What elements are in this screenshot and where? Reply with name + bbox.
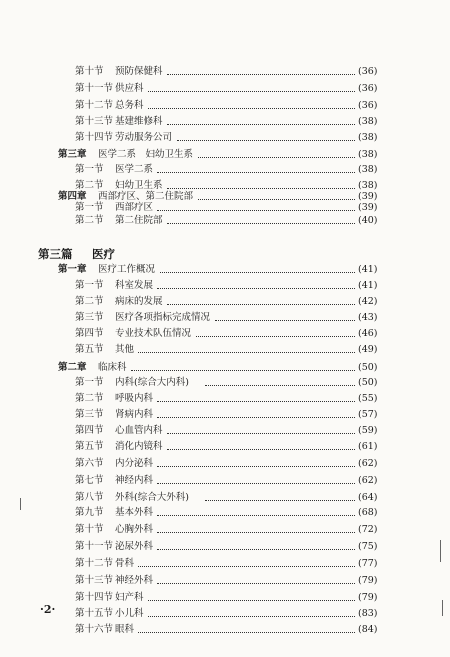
toc-leader-dots <box>138 352 355 353</box>
toc-entry-title: 眼科 <box>115 624 135 635</box>
toc-entry-page: (36) <box>358 66 378 77</box>
toc-entry-title: 泌尿外科 <box>115 541 154 552</box>
toc-entry <box>0 521 450 539</box>
toc-entry-title: 妇幼卫生系 <box>115 180 163 191</box>
toc-leader-dots <box>148 616 355 617</box>
toc-leader-dots <box>157 532 355 533</box>
toc-leader-dots <box>157 515 355 516</box>
toc-entry-label: 第一节 <box>75 377 104 388</box>
toc-entry-label: 第十三节 <box>75 116 114 127</box>
toc-entry-page: (62) <box>358 475 378 486</box>
toc-entry-label: 第十二节 <box>75 558 114 569</box>
toc-entry-page: (39) <box>358 191 378 202</box>
toc-entry-page: (68) <box>358 507 378 518</box>
toc-leader-dots <box>157 172 355 173</box>
toc-entry-title: 病床的发展 <box>115 296 163 307</box>
toc-leader-dots <box>205 500 355 501</box>
toc-leader-dots <box>205 385 355 386</box>
toc-entry-title: 西部疗区 <box>115 202 154 213</box>
toc-entry-label: 第六节 <box>75 458 104 469</box>
toc-entry <box>0 212 450 230</box>
toc-leader-dots <box>160 272 355 273</box>
toc-entry-label: 第四节 <box>75 425 104 436</box>
toc-entry-title: 专业技术队伍情况 <box>115 328 192 339</box>
toc-entry-page: (57) <box>358 409 378 420</box>
toc-entry-label: 第二节 <box>75 180 104 191</box>
toc-entry-page: (49) <box>358 344 378 355</box>
toc-entry-title: 神经内科 <box>115 475 154 486</box>
toc-entry-title: 内分泌科 <box>115 458 154 469</box>
toc-entry-label: 第十四节 <box>75 592 114 603</box>
toc-entry-page: (72) <box>358 524 378 535</box>
toc-entry-page: (61) <box>358 441 378 452</box>
toc-entry-page: (84) <box>358 624 378 635</box>
toc-entry-label: 第一节 <box>75 202 104 213</box>
toc-entry-label: 第四节 <box>75 328 104 339</box>
toc-leader-dots <box>167 124 355 125</box>
toc-entry-label: 第十三节 <box>75 575 114 586</box>
toc-entry-title: 内科(综合大内科) <box>115 377 189 388</box>
toc-entry <box>0 129 450 147</box>
toc-leader-dots <box>138 566 355 567</box>
toc-entry-page: (59) <box>358 425 378 436</box>
toc-entry-title: 呼吸内科 <box>115 393 154 404</box>
toc-entry-title: 总务科 <box>115 100 144 111</box>
toc-leader-dots <box>157 466 355 467</box>
toc-entry-title: 供应科 <box>115 83 144 94</box>
scan-mark <box>442 600 443 616</box>
toc-entry-label: 第二节 <box>75 296 104 307</box>
toc-entry <box>0 455 450 473</box>
toc-entry-page: (46) <box>358 328 378 339</box>
toc-entry <box>0 621 450 639</box>
page-number: ·2· <box>40 603 56 616</box>
toc-entry-title: 第二住院部 <box>115 215 163 226</box>
toc-leader-dots <box>148 91 355 92</box>
toc-entry-title: 科室发展 <box>115 280 154 291</box>
toc-entry-page: (75) <box>358 541 378 552</box>
toc-entry-page: (38) <box>358 149 378 160</box>
toc-leader-dots <box>167 304 355 305</box>
toc-entry-label: 第十六节 <box>75 624 114 635</box>
toc-entry-title: 小儿科 <box>115 608 144 619</box>
toc-leader-dots <box>138 632 355 633</box>
scan-mark <box>20 498 21 510</box>
toc-entry-title: 消化内镜科 <box>115 441 163 452</box>
toc-entry-title: 临床科 <box>98 362 127 373</box>
toc-entry-label: 第八节 <box>75 492 104 503</box>
toc-entry-label: 第二节 <box>75 393 104 404</box>
toc-entry-page: (50) <box>358 377 378 388</box>
toc-entry-label: 第十五节 <box>75 608 114 619</box>
toc-entry-title: 医疗 <box>92 247 115 261</box>
toc-entry-label: 第十一节 <box>75 83 114 94</box>
toc-leader-dots <box>167 433 355 434</box>
toc-leader-dots <box>167 74 355 75</box>
toc-entry-label: 第十二节 <box>75 100 114 111</box>
toc-leader-dots <box>198 157 355 158</box>
toc-entry-title: 肾病内科 <box>115 409 154 420</box>
toc-entry-label: 第三章 <box>58 149 87 160</box>
toc-entry-title: 医学二系 妇幼卫生系 <box>98 149 194 160</box>
toc-entry-title: 基建维修科 <box>115 116 163 127</box>
toc-entry-page: (40) <box>358 215 378 226</box>
toc-entry-title: 其他 <box>115 344 135 355</box>
toc-leader-dots <box>157 401 355 402</box>
toc-entry-page: (41) <box>358 280 378 291</box>
toc-entry <box>0 472 450 490</box>
toc-entry-label: 第四章 <box>58 191 87 202</box>
toc-entry-label: 第三篇 <box>38 247 73 261</box>
toc-entry-label: 第二节 <box>75 215 104 226</box>
toc-entry-page: (43) <box>358 312 378 323</box>
toc-entry-title: 骨科 <box>115 558 135 569</box>
toc-leader-dots <box>157 483 355 484</box>
toc-entry-label: 第五节 <box>75 344 104 355</box>
toc-entry-title: 医疗各项指标完成情况 <box>115 312 211 323</box>
toc-entry <box>0 63 450 81</box>
toc-entry-page: (38) <box>358 180 378 191</box>
toc-entry-page: (64) <box>358 492 378 503</box>
toc-entry-label: 第二章 <box>58 362 87 373</box>
toc-entry-label: 第十节 <box>75 66 104 77</box>
toc-entry-page: (36) <box>358 83 378 94</box>
toc-leader-dots <box>131 370 355 371</box>
toc-entry-page: (83) <box>358 608 378 619</box>
toc-entry <box>0 555 450 573</box>
toc-leader-dots <box>177 140 355 141</box>
toc-entry-label: 第七节 <box>75 475 104 486</box>
toc-leader-dots <box>157 210 355 211</box>
toc-entry-page: (55) <box>358 393 378 404</box>
toc-entry-page: (39) <box>358 202 378 213</box>
toc-entry-title: 基本外科 <box>115 507 154 518</box>
toc-entry-page: (38) <box>358 132 378 143</box>
toc-entry-title: 医疗工作概况 <box>98 264 156 275</box>
toc-entry-page: (62) <box>358 458 378 469</box>
toc-entry-label: 第九节 <box>75 507 104 518</box>
toc-leader-dots <box>196 336 355 337</box>
toc-entry-label: 第五节 <box>75 441 104 452</box>
toc-leader-dots <box>148 600 355 601</box>
toc-entry-title: 预防保健科 <box>115 66 163 77</box>
toc-entry-page: (41) <box>358 264 378 275</box>
toc-entry-title: 西部疗区、第二住院部 <box>98 191 194 202</box>
toc-entry-page: (36) <box>358 100 378 111</box>
toc-leader-dots <box>157 549 355 550</box>
toc-entry-page: (79) <box>358 592 378 603</box>
toc-entry-label: 第十一节 <box>75 541 114 552</box>
toc-entry-label: 第一节 <box>75 164 104 175</box>
toc-entry <box>0 438 450 456</box>
toc-entry-page: (38) <box>358 116 378 127</box>
toc-entry <box>0 80 450 98</box>
toc-leader-dots <box>167 449 355 450</box>
toc-entry-title: 劳动服务公司 <box>115 132 173 143</box>
toc-entry-label: 第三节 <box>75 409 104 420</box>
toc-leader-dots <box>148 108 355 109</box>
toc-entry-title: 外科(综合大外科) <box>115 492 189 503</box>
toc-entry <box>0 572 450 590</box>
toc-entry <box>0 538 450 556</box>
toc-entry-page: (38) <box>358 164 378 175</box>
toc-entry-page: (42) <box>358 296 378 307</box>
toc-entry-label: 第十节 <box>75 524 104 535</box>
toc-entry-title: 神经外科 <box>115 575 154 586</box>
toc-entry-page: (50) <box>358 362 378 373</box>
scan-mark <box>440 540 441 562</box>
toc-leader-dots <box>157 288 355 289</box>
toc-entry-title: 妇产科 <box>115 592 144 603</box>
toc-entry-title: 心胸外科 <box>115 524 154 535</box>
toc-entry-label: 第一章 <box>58 264 87 275</box>
toc-entry-label: 第十四节 <box>75 132 114 143</box>
toc-entry <box>0 341 450 359</box>
toc-entry <box>0 504 450 522</box>
toc-entry-title: 心血管内科 <box>115 425 163 436</box>
toc-entry-title: 医学二系 <box>115 164 154 175</box>
toc-leader-dots <box>167 223 355 224</box>
toc-entry-label: 第三节 <box>75 312 104 323</box>
toc-leader-dots <box>157 417 355 418</box>
toc-entry-label: 第一节 <box>75 280 104 291</box>
toc-entry-page: (79) <box>358 575 378 586</box>
toc-entry-page: (77) <box>358 558 378 569</box>
toc-leader-dots <box>215 320 355 321</box>
toc-leader-dots <box>157 583 355 584</box>
